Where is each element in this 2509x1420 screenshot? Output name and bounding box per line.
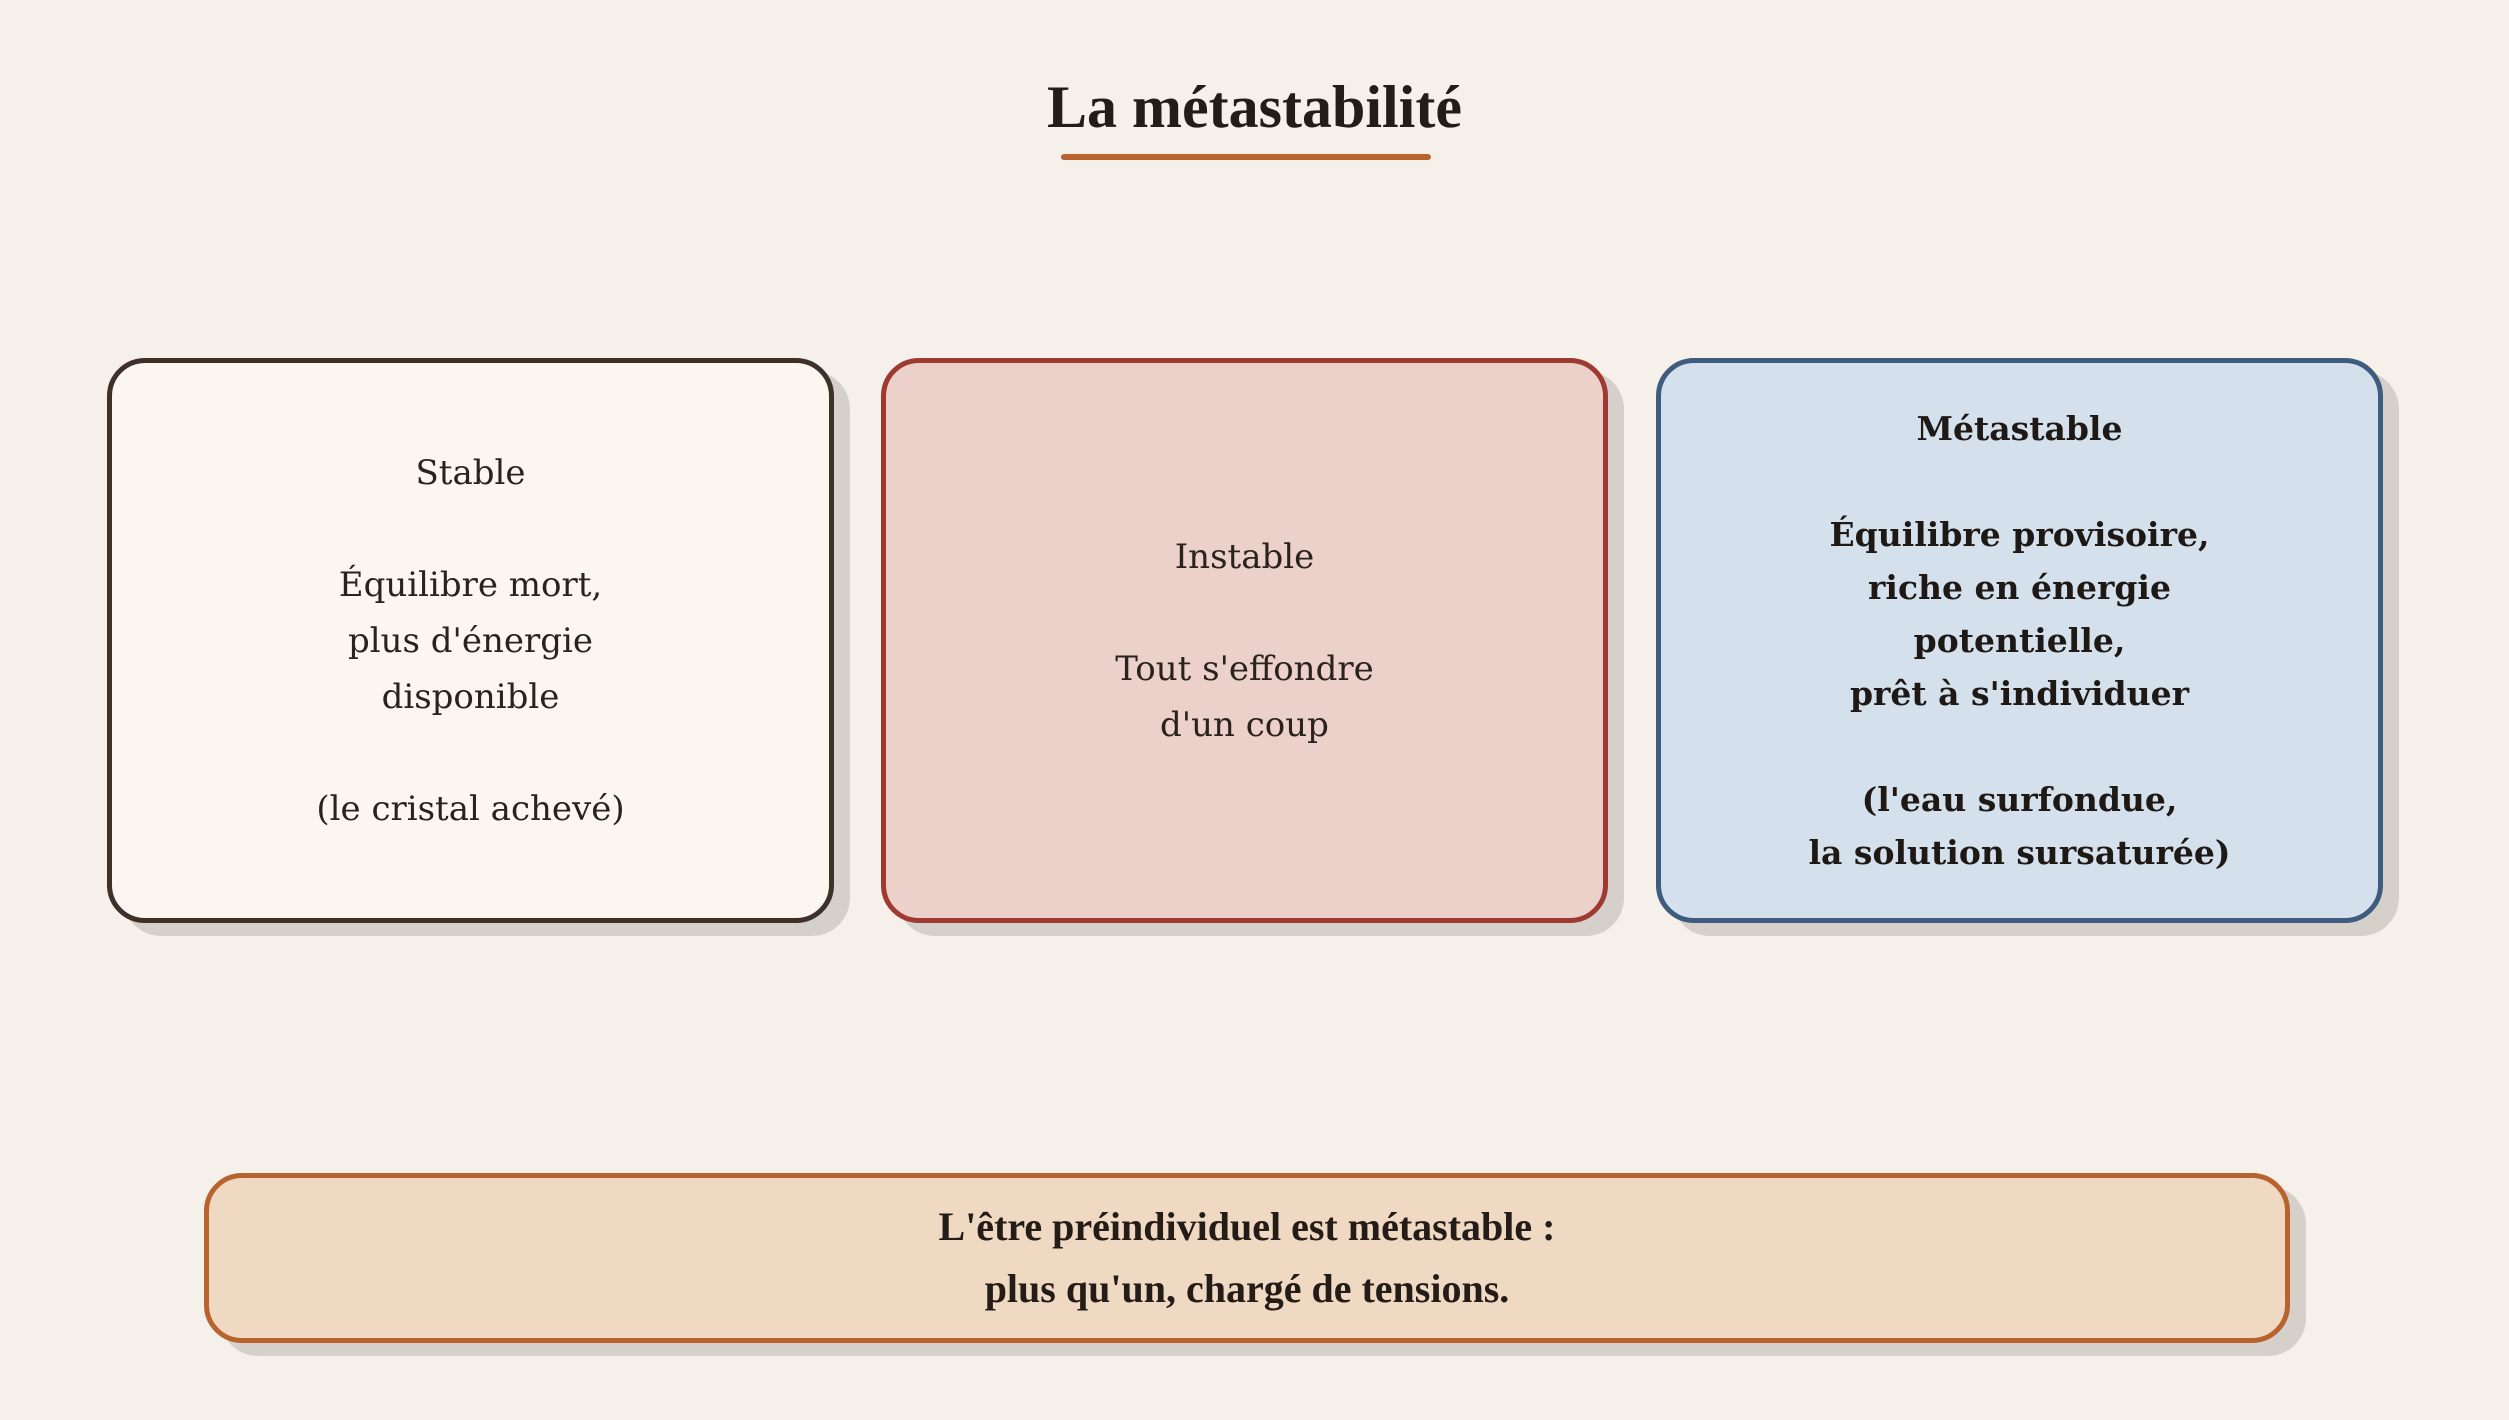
conclusion-box <box>204 1173 2290 1343</box>
conclusion-box-content <box>939 1196 1556 1320</box>
metastable-line: Équilibre provisoire, <box>1829 515 2210 554</box>
metastable-example: (l'eau surfondue, <box>1861 780 2178 819</box>
metastable-line: potentielle, <box>1913 621 2126 660</box>
instable-line: d'un coup <box>1160 704 1329 745</box>
stable-box-content <box>316 445 624 837</box>
stable-line: plus d'énergie <box>347 620 594 661</box>
metastable-box <box>1656 358 2383 923</box>
metastable-box-content <box>1809 402 2231 879</box>
instable-heading: Instable <box>1174 536 1315 577</box>
metastable-heading: Métastable <box>1916 409 2123 448</box>
diagram-title: La métastabilité <box>1047 74 1462 140</box>
conclusion-line: L'être préindividuel est métastable : <box>938 1204 1556 1249</box>
metastable-line: prêt à s'individuer <box>1849 674 2190 713</box>
stable-example: (le cristal achevé) <box>316 788 625 829</box>
instable-box-content <box>1115 529 1373 753</box>
metastable-example: la solution sursaturée) <box>1808 833 2231 872</box>
instable-box <box>881 358 1608 923</box>
conclusion-line: plus qu'un, chargé de tensions. <box>984 1266 1510 1311</box>
stable-heading: Stable <box>415 452 526 493</box>
metastable-line: riche en énergie <box>1868 568 2171 607</box>
stable-box <box>107 358 834 923</box>
stable-line: Équilibre mort, <box>338 564 603 605</box>
stable-line: disponible <box>381 676 560 717</box>
instable-line: Tout s'effondre <box>1115 648 1374 689</box>
title-underline <box>1061 154 1431 160</box>
